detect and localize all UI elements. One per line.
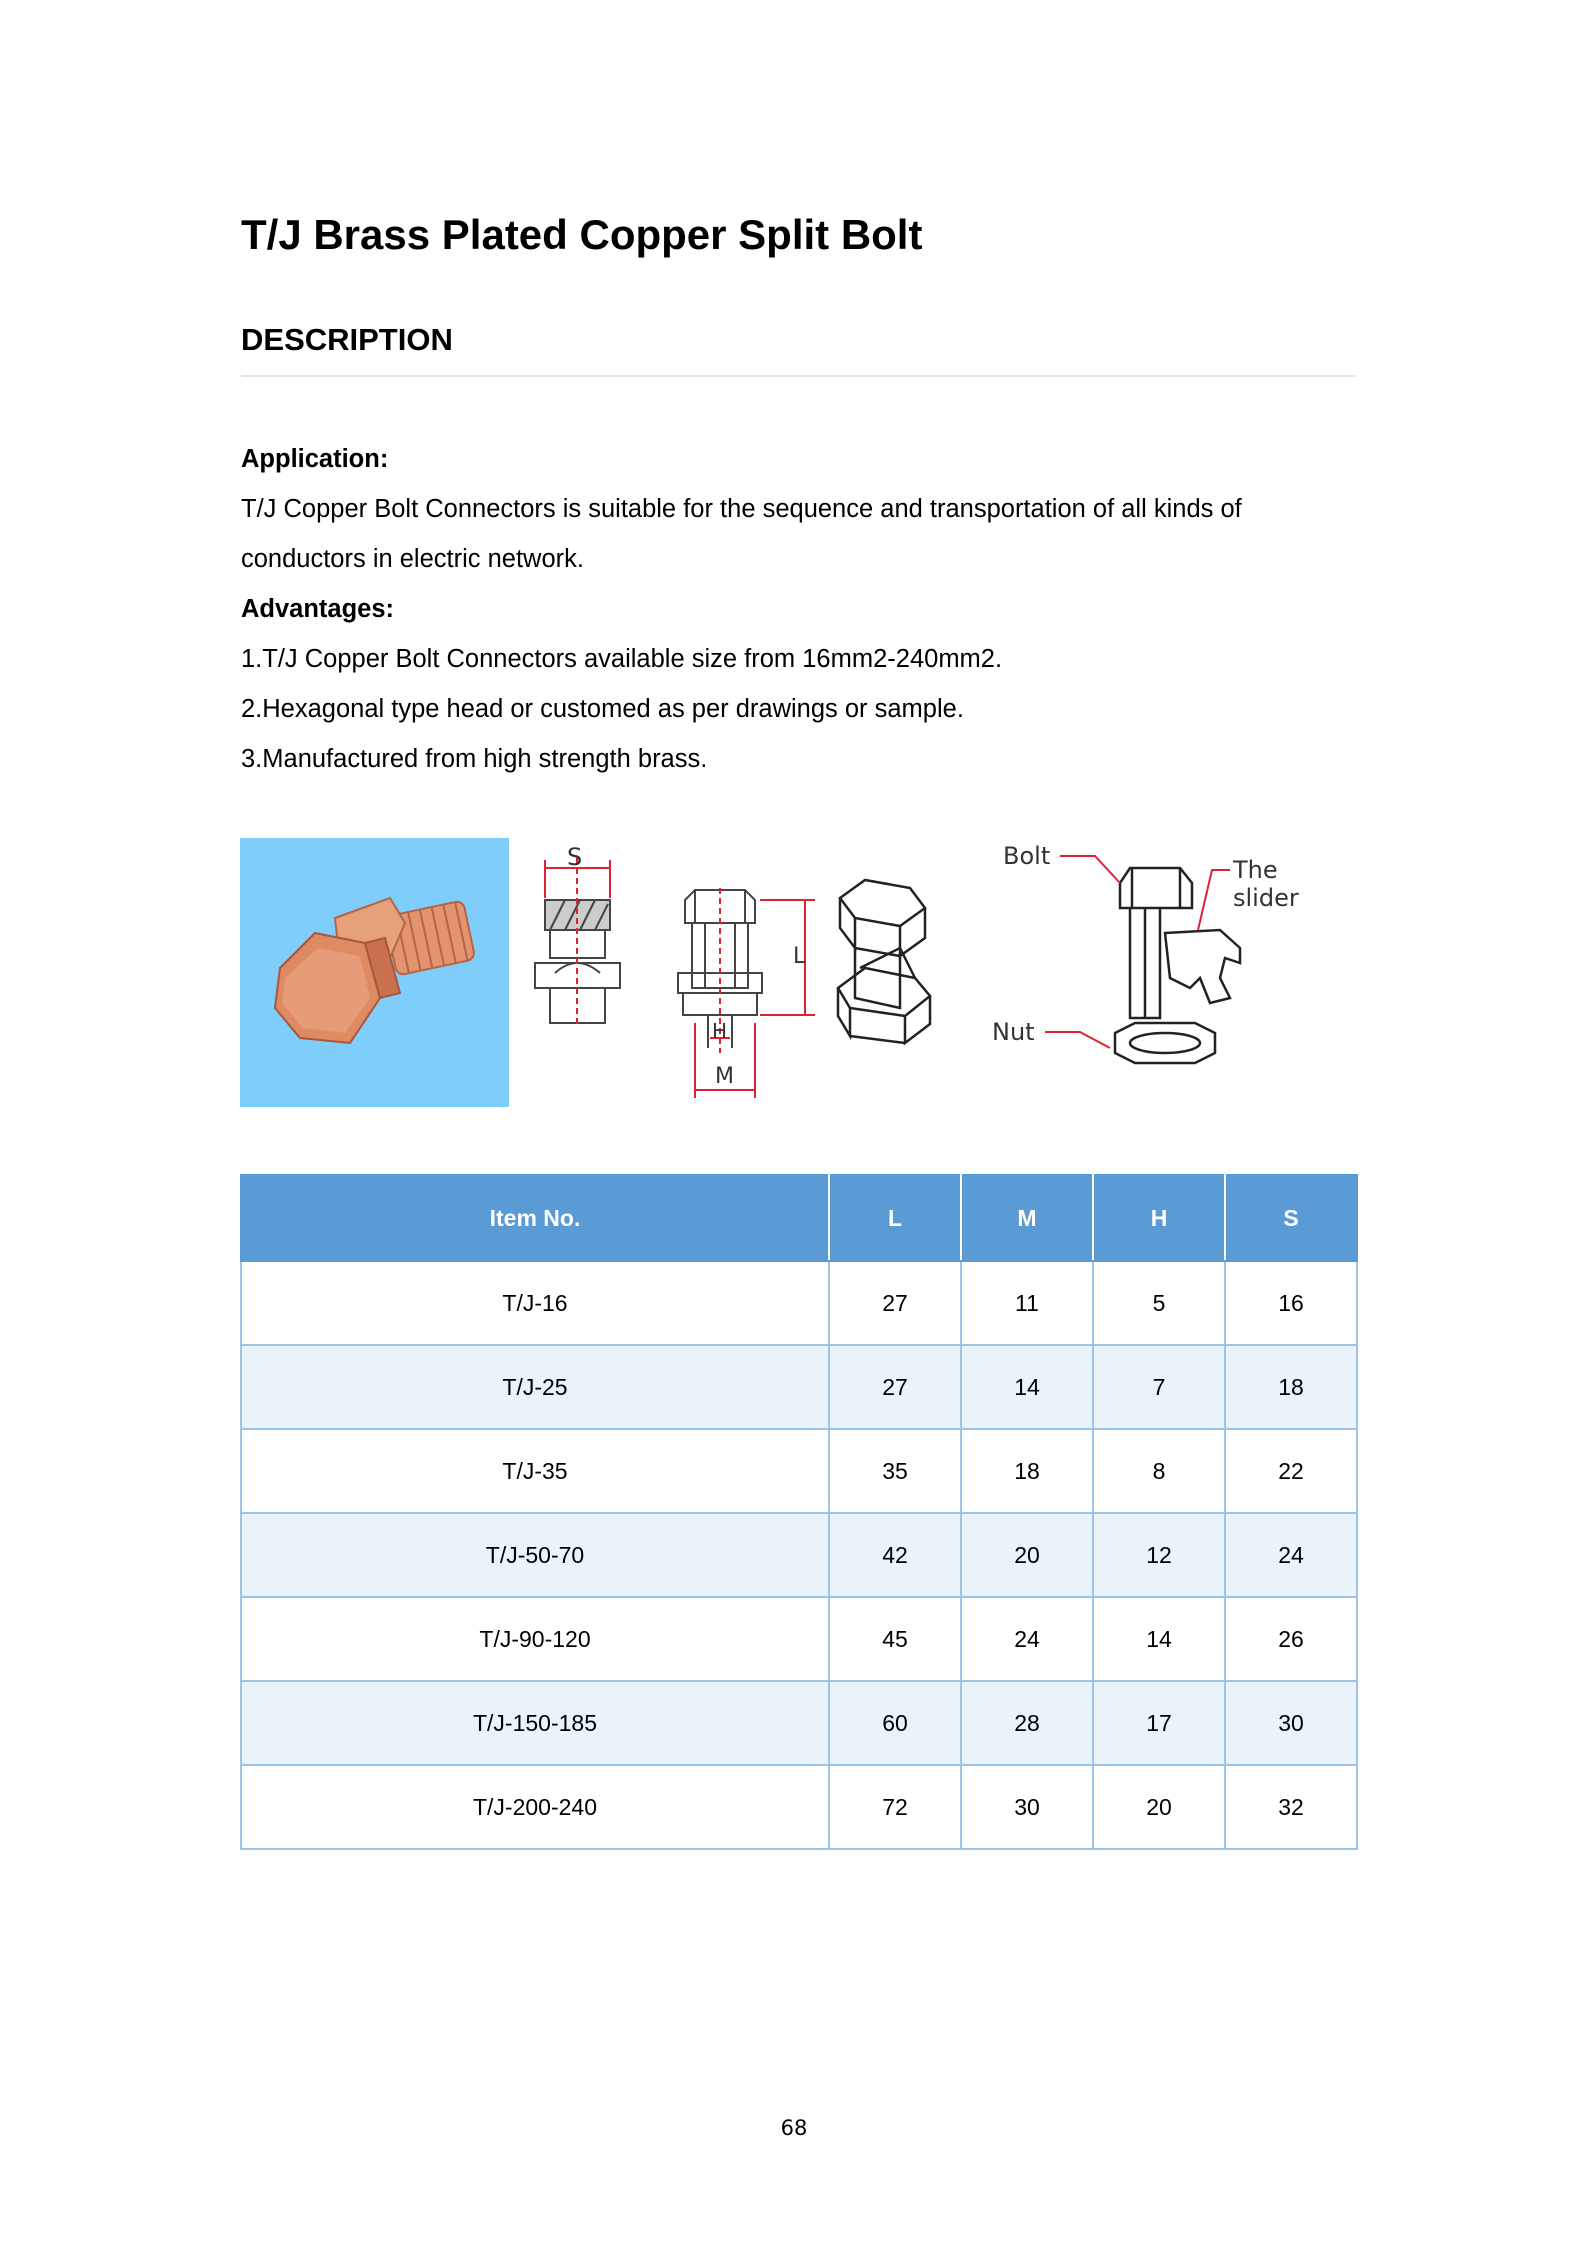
advantage-item: 3.Manufactured from high strength brass. — [241, 745, 708, 773]
cell-m: 18 — [961, 1429, 1093, 1513]
technical-drawings — [520, 838, 1360, 1108]
column-header-s: S — [1225, 1175, 1357, 1261]
advantage-item: 2.Hexagonal type head or customed as per drawings or sample. — [241, 695, 964, 723]
cell-h: 12 — [1093, 1513, 1225, 1597]
cell-m: 14 — [961, 1345, 1093, 1429]
cell-item-no: T/J-35 — [241, 1429, 829, 1513]
cell-h: 7 — [1093, 1345, 1225, 1429]
table-row — [241, 1345, 1357, 1429]
cell-l: 27 — [829, 1345, 961, 1429]
isometric-view-drawing — [838, 880, 930, 1043]
product-photo — [240, 838, 509, 1107]
cell-s: 24 — [1225, 1513, 1357, 1597]
slider-label-line1: The — [1233, 856, 1278, 884]
section-heading: DESCRIPTION — [241, 322, 453, 357]
cell-item-no: T/J-200-240 — [241, 1765, 829, 1849]
cell-s: 26 — [1225, 1597, 1357, 1681]
exploded-view-drawing — [1115, 868, 1240, 1063]
nut-label: Nut — [992, 1018, 1035, 1046]
cell-item-no: T/J-16 — [241, 1261, 829, 1345]
side-view-drawing — [535, 858, 620, 1028]
advantage-item: 1.T/J Copper Bolt Connectors available size from 16mm2-240mm2. — [241, 645, 1003, 673]
cell-h: 20 — [1093, 1765, 1225, 1849]
cell-s: 16 — [1225, 1261, 1357, 1345]
table-header-row — [241, 1175, 1357, 1261]
cell-s: 18 — [1225, 1345, 1357, 1429]
cell-h: 14 — [1093, 1597, 1225, 1681]
cell-s: 32 — [1225, 1765, 1357, 1849]
cell-m: 20 — [961, 1513, 1093, 1597]
cell-item-no: T/J-150-185 — [241, 1681, 829, 1765]
cell-l: 42 — [829, 1513, 961, 1597]
table-row — [241, 1513, 1357, 1597]
cell-item-no: T/J-90-120 — [241, 1597, 829, 1681]
column-header-l: L — [829, 1175, 961, 1261]
column-header-item-no: Item No. — [241, 1175, 829, 1261]
slider-label-line2: slider — [1233, 884, 1299, 912]
cell-h: 5 — [1093, 1261, 1225, 1345]
cell-h: 17 — [1093, 1681, 1225, 1765]
table-row — [241, 1261, 1357, 1345]
dimension-s-label: S — [567, 843, 583, 871]
cell-m: 24 — [961, 1597, 1093, 1681]
application-heading: Application: — [241, 445, 389, 473]
bolt-label: Bolt — [1003, 842, 1051, 870]
column-header-h: H — [1093, 1175, 1225, 1261]
table-row — [241, 1597, 1357, 1681]
dimension-l-label: L — [793, 944, 806, 969]
advantages-heading: Advantages: — [241, 595, 395, 623]
dimension-h-label: H — [712, 1019, 728, 1043]
cell-m: 28 — [961, 1681, 1093, 1765]
description-body — [241, 434, 1371, 784]
section-divider — [241, 375, 1355, 377]
cell-h: 8 — [1093, 1429, 1225, 1513]
cell-m: 11 — [961, 1261, 1093, 1345]
table-row — [241, 1681, 1357, 1765]
table-row — [241, 1429, 1357, 1513]
column-header-m: M — [961, 1175, 1093, 1261]
front-view-drawing — [678, 888, 815, 1098]
cell-m: 30 — [961, 1765, 1093, 1849]
application-text: T/J Copper Bolt Connectors is suitable for the sequence and transportation of all kinds of conductors in electric network. — [241, 495, 1242, 573]
cell-item-no: T/J-50-70 — [241, 1513, 829, 1597]
specification-table — [240, 1174, 1358, 1850]
cell-l: 27 — [829, 1261, 961, 1345]
page-number: 68 — [780, 2116, 808, 2140]
cell-l: 35 — [829, 1429, 961, 1513]
cell-l: 60 — [829, 1681, 961, 1765]
page-title: T/J Brass Plated Copper Split Bolt — [241, 211, 923, 258]
dimension-m-label: M — [715, 1064, 734, 1089]
cell-l: 45 — [829, 1597, 961, 1681]
table-row — [241, 1765, 1357, 1849]
cell-s: 22 — [1225, 1429, 1357, 1513]
cell-s: 30 — [1225, 1681, 1357, 1765]
cell-item-no: T/J-25 — [241, 1345, 829, 1429]
cell-l: 72 — [829, 1765, 961, 1849]
